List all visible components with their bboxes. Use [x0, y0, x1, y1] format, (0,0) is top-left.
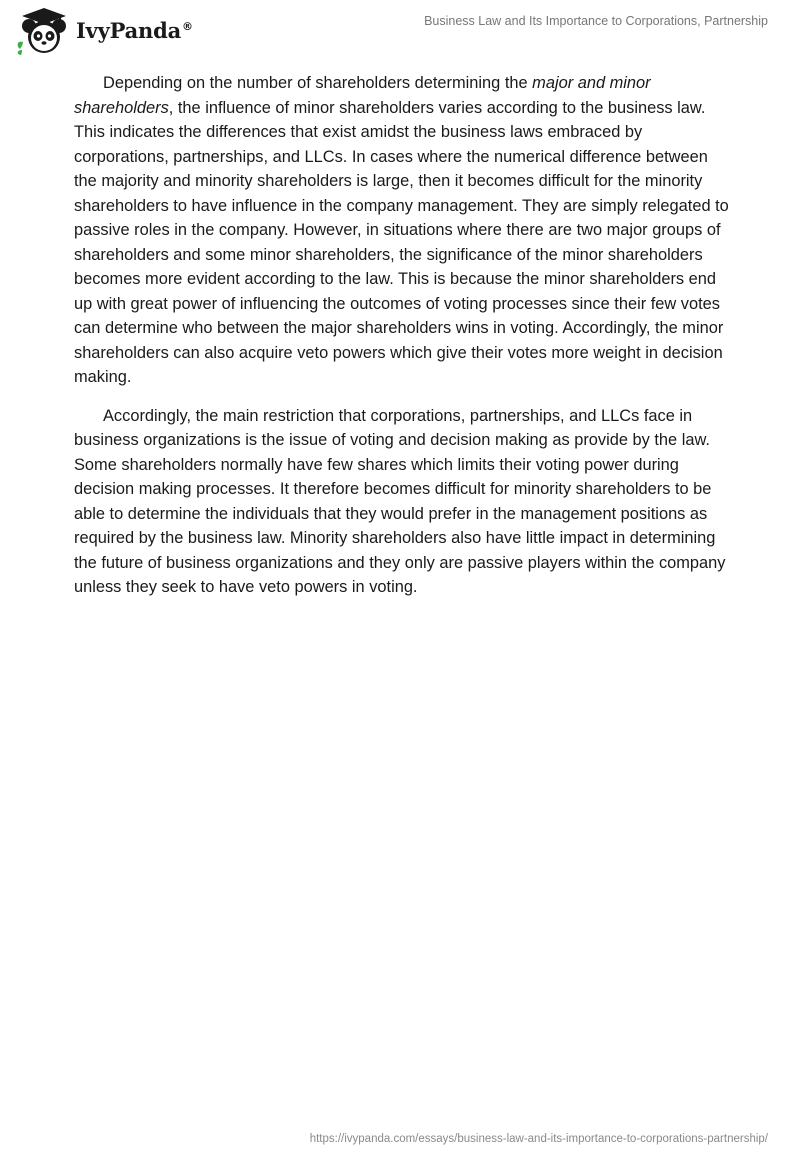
- paragraph-2: Accordingly, the main restriction that corporations, partnerships, and LLCs face in business organizations is the issue of voting and decision making as provide by the law. Some shareholders normally have few shares which limits their voting power during decision making processes. It therefore becomes difficult for minority shareholders to be able to determine the individuals that they would prefer in the management positions as required by the business law. Minority shareholders also have little impact in determining the future of business organizations and they only are passive players within the company unless they seek to have veto powers in voting.: [74, 406, 726, 596]
- essay-body: [74, 71, 730, 614]
- footer-url[interactable]: https://ivypanda.com/essays/business-law-and-its-importance-to-corporations-partnership/: [309, 1133, 768, 1145]
- ivypanda-logo[interactable]: [14, 6, 193, 56]
- panda-graduate-icon: [14, 6, 74, 56]
- document-title: Business Law and Its Importance to Corporations, Partnership: [424, 14, 768, 28]
- brand-name: IvyPanda®: [76, 17, 193, 43]
- paragraph-1: [74, 71, 730, 390]
- page-header: [0, 0, 800, 60]
- paragraph-1-rest: , the influence of minor shareholders varies according to the business law. This indicates the differences that exist amidst the business laws embraced by corporations, partnerships, and LLCs. In cases where the numerical difference between the majority and minority shareholders is large, then it becomes difficult for the minority shareholders to have influence in the company management. They are simply relegated to passive roles in the company. However, in situations where there are two major groups of shareholders and some minor shareholders, the significance of the minor shareholders becomes more evident according to the law. This is because the minor shareholders end up with great power of influencing the outcomes of voting processes since their few votes can determine who between the major shareholders wins in voting. Accordingly, the minor shareholders can also acquire veto powers which give their votes more weight in decision making.: [74, 98, 729, 386]
- paragraph-1-emphasis: major and minor shareholders: [74, 74, 651, 117]
- registered-mark: ®: [182, 19, 193, 33]
- paragraph-1-lead: Depending on the number of shareholders determining the: [103, 74, 533, 92]
